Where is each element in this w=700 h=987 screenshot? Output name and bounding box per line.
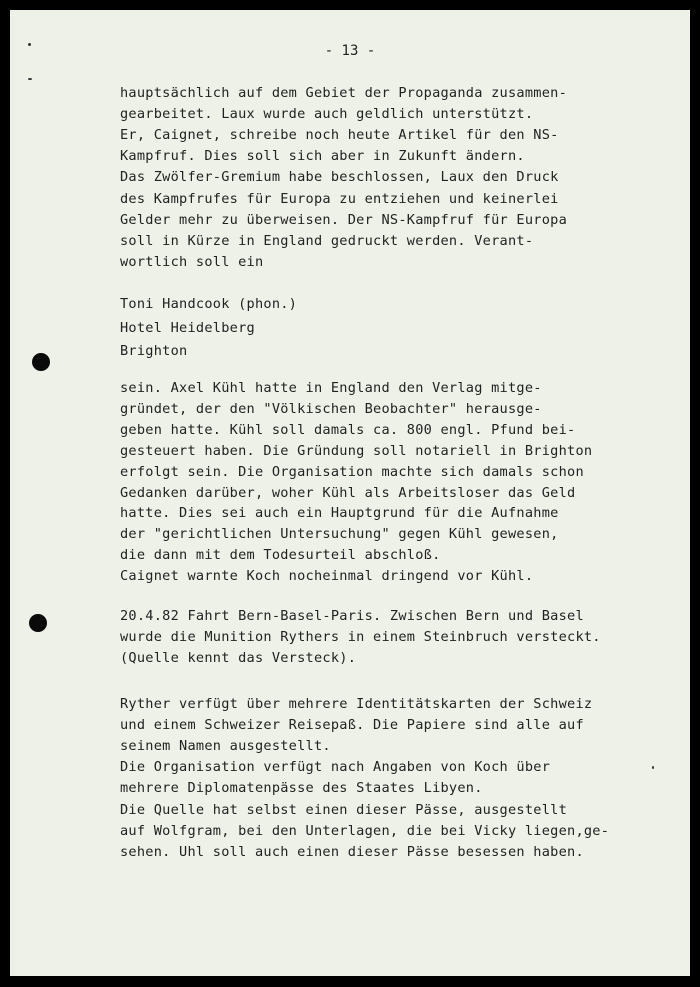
text-line: Er, Caignet, schreibe noch heute Artikel für den NS- <box>120 127 559 144</box>
text-line: Das Zwölfer-Gremium habe beschlossen, Laux den Druck <box>120 169 559 186</box>
text-line: Gelder mehr zu überweisen. Der NS-Kampfruf für Europa <box>120 211 568 228</box>
text-line: Toni Handcook (phon.) <box>120 296 298 312</box>
text-line: sein. Axel Kühl hatte in England den Verlag mitge- <box>120 380 542 396</box>
text-line: Brighton <box>120 343 188 359</box>
text-line: Gedanken darüber, woher Kühl als Arbeitsloser das Geld <box>120 484 576 501</box>
text-line: hatte. Dies sei auch ein Hauptgrund für die Aufnahme <box>120 505 559 522</box>
text-line: seinem Namen ausgestellt. <box>120 738 331 755</box>
text-line: (Quelle kennt das Versteck). <box>120 650 357 666</box>
text-line: Die Quelle hat selbst einen dieser Pässe, ausgestellt <box>120 801 568 818</box>
binder-punch-hole-top <box>32 353 50 371</box>
text-line: soll in Kürze in England gedruckt werden. Verant- <box>120 232 534 249</box>
page-number: - 13 - <box>324 43 376 59</box>
text-line: wortlich soll ein <box>120 253 264 270</box>
text-line: des Kampfrufes für Europa zu entziehen und keinerlei <box>120 190 559 207</box>
text-line: gearbeitet. Laux wurde auch geldlich unterstützt. <box>120 106 534 123</box>
text-line: wurde die Munition Rythers in einem Steinbruch versteckt. <box>120 629 601 645</box>
text-line: geben hatte. Kühl soll damals ca. 800 engl. Pfund bei- <box>120 421 576 438</box>
text-line: hauptsächlich auf dem Gebiet der Propaganda zusammen- <box>120 85 568 101</box>
text-line: mehrere Diplomatenpässe des Staates Libyen. <box>120 780 483 797</box>
scan-speck <box>652 766 654 769</box>
binder-punch-hole-bottom <box>29 614 47 632</box>
text-line: und einem Schweizer Reisepaß. Die Papiere sind alle auf <box>120 717 584 734</box>
text-line: Caignet warnte Koch nocheinmal dringend vor Kühl. <box>120 568 534 585</box>
text-line: erfolgt sein. Die Organisation machte sich damals schon <box>120 463 584 480</box>
text-line: Ryther verfügt über mehrere Identitätskarten der Schweiz <box>120 696 593 712</box>
document-page <box>10 10 690 976</box>
text-line: die dann mit dem Todesurteil abschloß. <box>120 547 441 564</box>
text-line: gesteuert haben. Die Gründung soll notariell in Brighton <box>120 442 593 459</box>
text-line: gründet, der den "Völkischen Beobachter" herausge- <box>120 400 542 417</box>
text-line: der "gerichtlichen Untersuchung" gegen Kühl gewesen, <box>120 526 559 543</box>
text-line: Hotel Heidelberg <box>120 319 255 336</box>
text-line: 20.4.82 Fahrt Bern-Basel-Paris. Zwischen Bern und Basel <box>120 608 584 624</box>
text-line: Kampfruf. Dies soll sich aber in Zukunft ändern. <box>120 148 525 165</box>
text-line: Die Organisation verfügt nach Angaben von Koch über <box>120 759 551 776</box>
text-line: auf Wolfgram, bei den Unterlagen, die bei Vicky liegen,ge- <box>120 822 610 839</box>
text-line: sehen. Uhl soll auch einen dieser Pässe besessen haben. <box>120 843 584 860</box>
scan-speck <box>28 78 32 80</box>
